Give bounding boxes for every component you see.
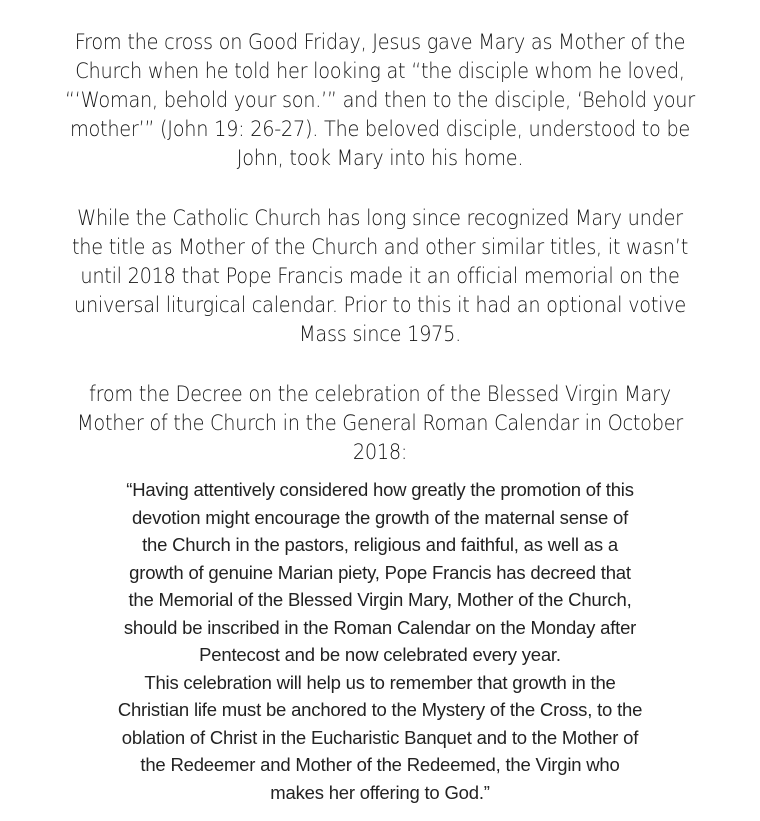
quote-line: growth of genuine Marian piety, Pope Francis has decreed that: [129, 561, 631, 583]
quote-line: “Having attentively considered how greatly the promotion of this: [126, 479, 634, 500]
text-line: from the Decree on the celebration of the Blessed Virgin Mary: [89, 382, 671, 406]
quote-line: the Memorial of the Blessed Virgin Mary, Mother of the Church,: [128, 589, 632, 610]
quote-line: Pentecost and be now celebrated every year.: [199, 644, 561, 665]
text-line: John, took Mary into his home.: [236, 146, 524, 170]
text-line: mother’” (John 19: 26-27). The beloved disciple, understood to be: [69, 117, 691, 141]
text-line: Church when he told her looking at “the disciple whom he loved,: [75, 59, 685, 83]
quote-line: makes her offering to God.”: [270, 781, 490, 803]
text-line: Mass since 1975.: [298, 322, 462, 346]
text-line: While the Catholic Church has long since recognized Mary under: [77, 206, 683, 230]
quote-line: This celebration will help us to remember that growth in the: [144, 671, 616, 693]
history-paragraph: [21, 204, 739, 349]
text-line: universal liturgical calendar. Prior to this it had an optional votive: [73, 293, 687, 317]
quote-line: the Church in the pastors, religious and faithful, as well as a: [142, 534, 618, 555]
quote-line: Christian life must be anchored to the Mystery of the Cross, to the: [117, 699, 643, 720]
text-line: until 2018 that Pope Francis made it an official memorial on the: [80, 264, 680, 288]
quote-line: the Redeemer and Mother of the Redeemed, the Virgin who: [140, 754, 620, 775]
intro-paragraph: [21, 28, 739, 173]
quote-line: oblation of Christ in the Eucharistic Banquet and to the Mother of: [121, 726, 639, 748]
quote-line: devotion might encourage the growth of the maternal sense of: [131, 506, 629, 528]
text-line: “‘Woman, behold your son.’” and then to the disciple, ‘Behold your: [65, 88, 695, 112]
text-line: the title as Mother of the Church and other similar titles, it wasn’t: [71, 235, 689, 259]
source-heading: [21, 380, 739, 467]
text-line: From the cross on Good Friday, Jesus gave Mary as Mother of the: [74, 30, 686, 54]
text-line: Mother of the Church in the General Roman Calendar in October: [77, 411, 683, 435]
decree-quote: [20, 476, 740, 806]
text-line: 2018:: [352, 440, 408, 464]
quote-line: should be inscribed in the Roman Calendar on the Monday after: [123, 616, 637, 638]
